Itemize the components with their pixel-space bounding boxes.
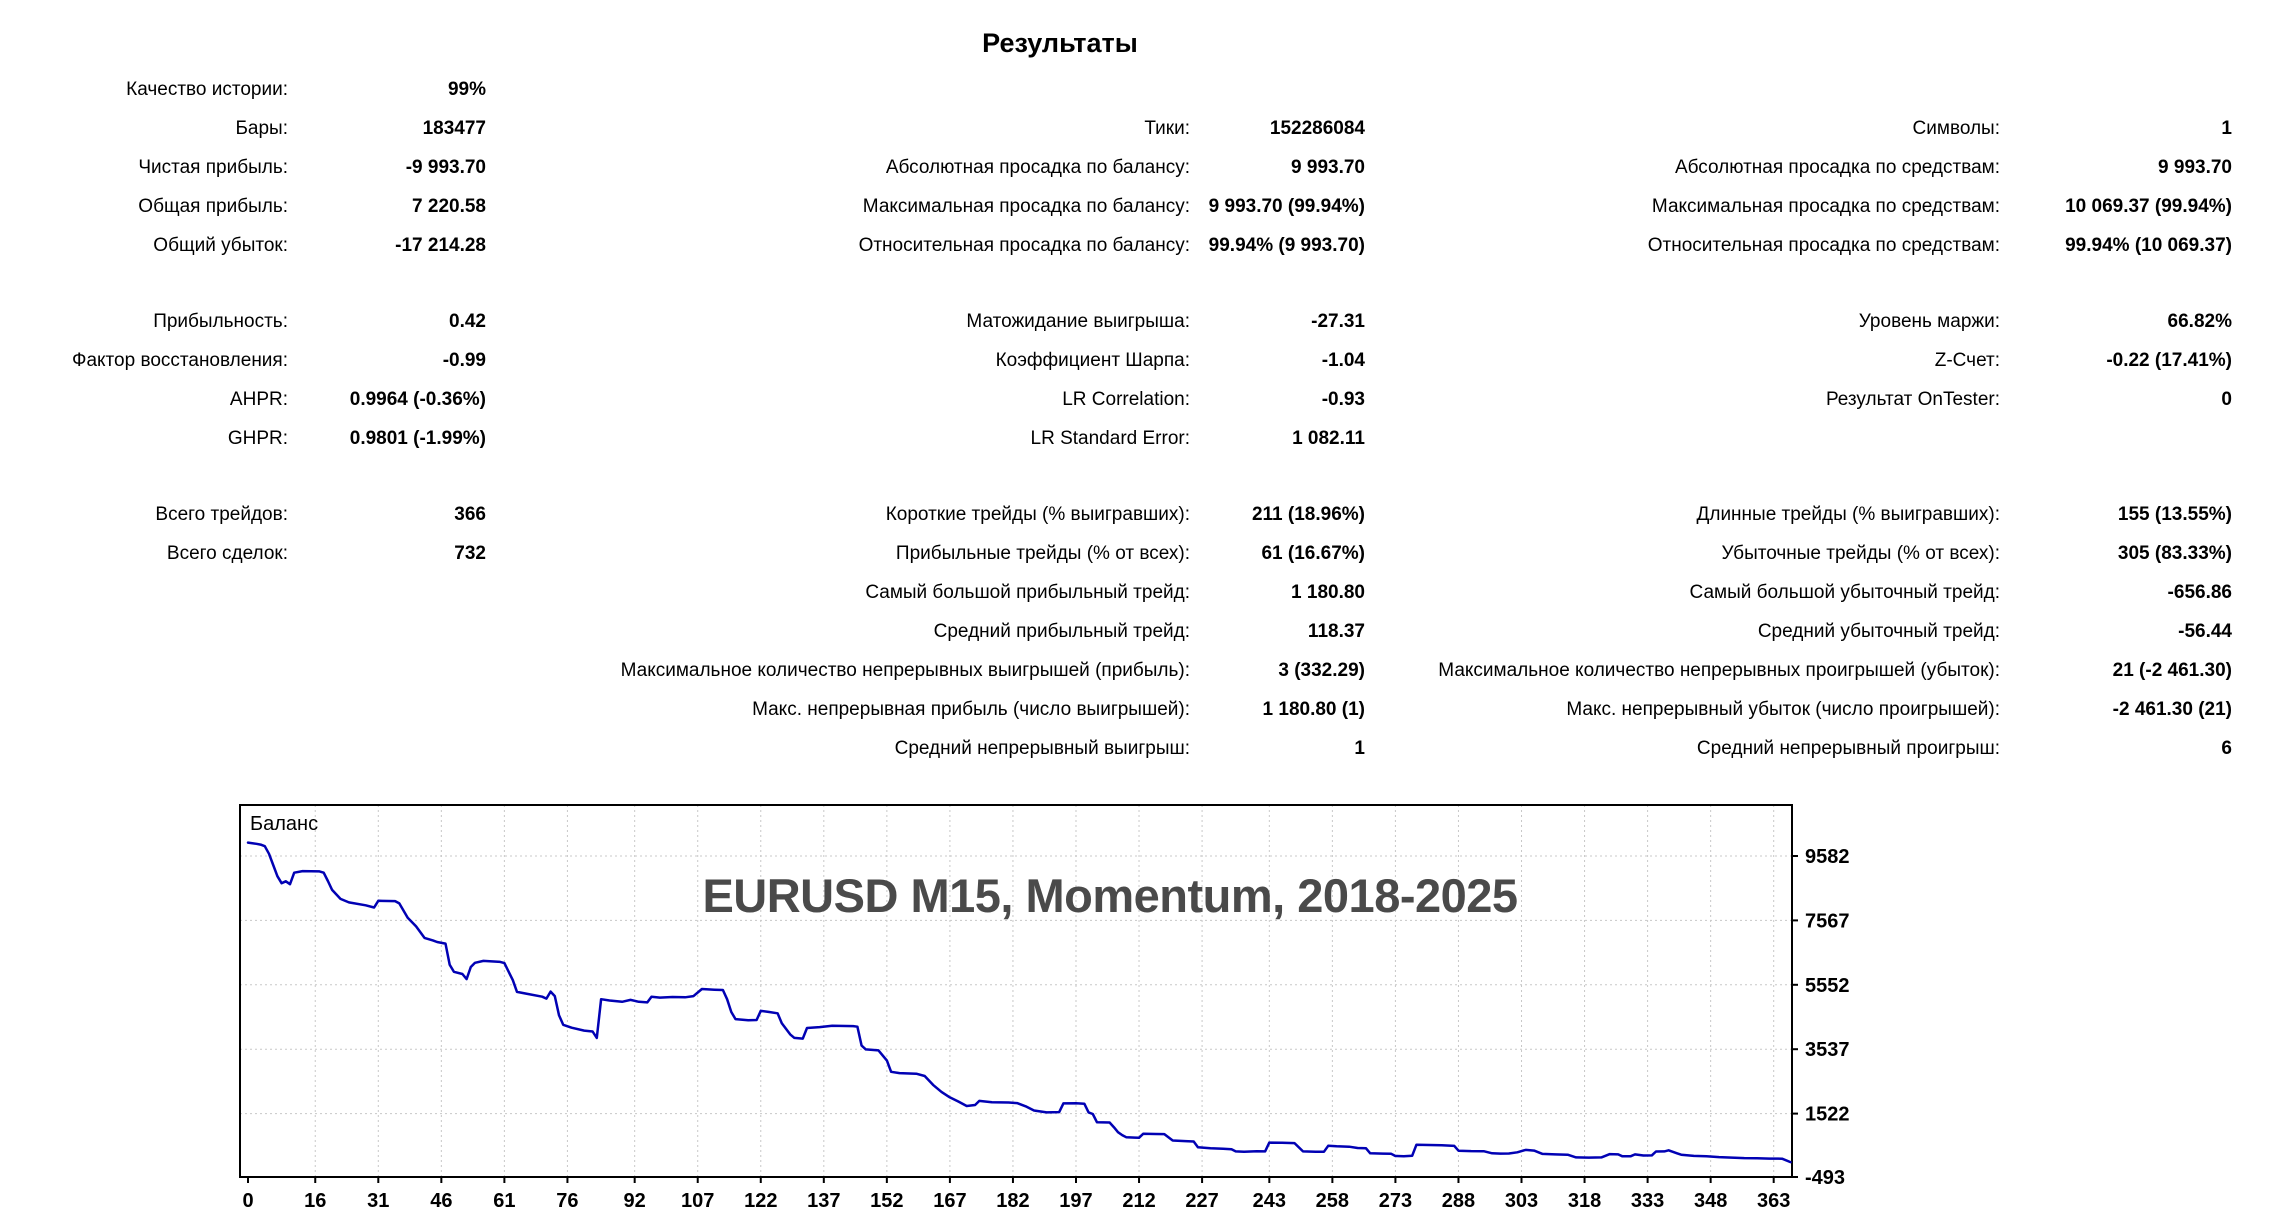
stat-label: Абсолютная просадка по средствам: bbox=[1674, 156, 2000, 178]
stat-label: Всего трейдов: bbox=[155, 503, 288, 525]
series-label: Баланс bbox=[250, 813, 319, 835]
chart-watermark-title: EURUSD M15, Momentum, 2018-2025 bbox=[702, 869, 1518, 922]
chart-frame bbox=[240, 805, 1792, 1177]
stat-label: AHPR: bbox=[229, 388, 288, 410]
x-tick-label: 273 bbox=[1378, 1190, 1413, 1212]
x-tick-label: 31 bbox=[367, 1190, 390, 1212]
stat-value: -0.93 bbox=[1321, 388, 1365, 410]
stat-label: Z-Счет: bbox=[1934, 349, 2000, 371]
stat-value: 305 (83.33%) bbox=[2117, 542, 2232, 564]
stat-label: Макс. непрерывная прибыль (число выигрышей): bbox=[752, 698, 1190, 720]
x-tick-label: 167 bbox=[933, 1190, 967, 1212]
stat-label: Короткие трейды (% выигравших): bbox=[885, 503, 1190, 525]
stat-value: -2 461.30 (21) bbox=[2112, 698, 2232, 720]
x-tick-label: 197 bbox=[1059, 1190, 1093, 1212]
stats-group-2 bbox=[0, 302, 2232, 458]
stat-value: 99% bbox=[447, 78, 486, 100]
stat-row bbox=[0, 419, 2232, 458]
stat-label: Средний непрерывный выигрыш: bbox=[894, 737, 1190, 759]
x-tick-label: 0 bbox=[242, 1190, 254, 1212]
stat-label: Средний непрерывный проигрыш: bbox=[1696, 737, 2000, 759]
stat-label: Максимальная просадка по средствам: bbox=[1651, 195, 2000, 217]
stat-row bbox=[0, 690, 2232, 729]
x-tick-label: 92 bbox=[623, 1190, 646, 1212]
stat-value: 366 bbox=[454, 503, 486, 525]
stat-row bbox=[0, 573, 2232, 612]
stat-label: Макс. непрерывный убыток (число проигрышей): bbox=[1566, 698, 2000, 720]
stat-row bbox=[0, 148, 2232, 187]
stat-label: Максимальное количество непрерывных проигрышей (убыток): bbox=[1438, 659, 2000, 681]
balance-chart bbox=[180, 790, 1900, 1220]
stat-value: 99.94% (10 069.37) bbox=[2065, 234, 2232, 256]
y-tick-label: 1522 bbox=[1805, 1103, 1850, 1126]
stat-label: Качество истории: bbox=[126, 78, 288, 100]
stat-label: Средний убыточный трейд: bbox=[1757, 620, 2000, 642]
stat-value: 21 (-2 461.30) bbox=[2112, 659, 2232, 681]
stat-label: Всего сделок: bbox=[166, 542, 288, 564]
stat-label: Длинные трейды (% выигравших): bbox=[1696, 503, 2000, 525]
stat-label: LR Standard Error: bbox=[1030, 427, 1190, 449]
x-tick-label: 227 bbox=[1185, 1190, 1219, 1212]
stat-value: 7 220.58 bbox=[412, 195, 486, 217]
stat-value: 732 bbox=[454, 542, 486, 564]
stat-value: 1 180.80 (1) bbox=[1262, 698, 1365, 720]
stat-label: Бары: bbox=[235, 117, 288, 139]
stats-group-1 bbox=[0, 70, 2232, 265]
stat-value: -9 993.70 bbox=[405, 156, 486, 178]
stat-value: 0.42 bbox=[449, 310, 486, 332]
stat-value: -27.31 bbox=[1311, 310, 1365, 332]
stat-row bbox=[0, 341, 2232, 380]
stat-label: Фактор восстановления: bbox=[72, 349, 288, 371]
stat-value: 0.9964 (-0.36%) bbox=[349, 388, 486, 410]
x-tick-label: 212 bbox=[1122, 1190, 1156, 1212]
stat-value: 0 bbox=[2221, 388, 2232, 410]
stat-value: 152286084 bbox=[1269, 117, 1365, 139]
x-tick-label: 318 bbox=[1567, 1190, 1602, 1212]
x-tick-label: 303 bbox=[1504, 1190, 1539, 1212]
stat-row bbox=[0, 187, 2232, 226]
x-tick-label: 363 bbox=[1757, 1190, 1791, 1212]
stat-value: 9 993.70 bbox=[2158, 156, 2232, 178]
stat-label: Убыточные трейды (% от всех): bbox=[1721, 542, 2000, 564]
stat-label: Результат OnTester: bbox=[1825, 388, 2000, 410]
stat-row bbox=[0, 612, 2232, 651]
x-tick-label: 288 bbox=[1441, 1190, 1476, 1212]
stat-value: 1 bbox=[1354, 737, 1365, 759]
stat-value: 9 993.70 (99.94%) bbox=[1208, 195, 1365, 217]
x-tick-label: 152 bbox=[870, 1190, 904, 1212]
stat-label: LR Correlation: bbox=[1062, 388, 1190, 410]
stat-label: GHPR: bbox=[227, 427, 288, 449]
stat-row bbox=[0, 226, 2232, 265]
y-tick-label: 9582 bbox=[1805, 846, 1850, 868]
stat-value: 0.9801 (-1.99%) bbox=[349, 427, 486, 449]
stat-value: 118.37 bbox=[1307, 620, 1365, 642]
stat-row bbox=[0, 380, 2232, 419]
x-tick-label: 46 bbox=[430, 1190, 453, 1212]
stat-label: Матожидание выигрыша: bbox=[966, 310, 1190, 332]
stat-value: 99.94% (9 993.70) bbox=[1208, 234, 1365, 256]
stat-value: -56.44 bbox=[2178, 620, 2232, 642]
stat-label: Коэффициент Шарпа: bbox=[995, 349, 1190, 371]
stat-label: Самый большой прибыльный трейд: bbox=[865, 581, 1190, 603]
stats-group-3 bbox=[0, 495, 2232, 768]
stat-label: Уровень маржи: bbox=[1858, 310, 2000, 332]
stat-label: Средний прибыльный трейд: bbox=[933, 620, 1190, 642]
stat-label: Относительная просадка по балансу: bbox=[858, 234, 1190, 256]
x-tick-label: 76 bbox=[556, 1190, 579, 1212]
x-tick-label: 333 bbox=[1630, 1190, 1665, 1212]
x-tick-label: 107 bbox=[681, 1190, 715, 1212]
stat-value: 10 069.37 (99.94%) bbox=[2065, 195, 2232, 217]
stat-row bbox=[0, 651, 2232, 690]
stat-value: 1 082.11 bbox=[1292, 427, 1365, 449]
stat-label: Прибыльность: bbox=[153, 310, 288, 332]
y-tick-label: 5552 bbox=[1805, 974, 1850, 997]
stat-label: Прибыльные трейды (% от всех): bbox=[895, 542, 1190, 564]
page-title: Результаты bbox=[982, 28, 1138, 58]
stat-value: -17 214.28 bbox=[395, 234, 486, 256]
stat-value: -0.99 bbox=[442, 349, 486, 371]
stat-value: 3 (332.29) bbox=[1278, 659, 1365, 681]
y-tick-label: -493 bbox=[1805, 1167, 1846, 1189]
x-tick-label: 243 bbox=[1252, 1190, 1287, 1212]
stat-row bbox=[0, 70, 2232, 109]
stat-label: Максимальное количество непрерывных выигрышей (прибыль): bbox=[620, 659, 1190, 681]
stat-value: 155 (13.55%) bbox=[2117, 503, 2232, 525]
stat-label: Самый большой убыточный трейд: bbox=[1689, 581, 2000, 603]
y-tick-label: 3537 bbox=[1805, 1039, 1850, 1062]
x-tick-label: 182 bbox=[996, 1190, 1030, 1212]
stat-label: Относительная просадка по средствам: bbox=[1647, 234, 2000, 256]
stat-label: Тики: bbox=[1144, 117, 1190, 139]
stat-row bbox=[0, 534, 2232, 573]
stat-value: 61 (16.67%) bbox=[1261, 542, 1365, 564]
stat-value: 1 bbox=[2221, 117, 2232, 139]
stat-value: -656.86 bbox=[2167, 581, 2232, 603]
stat-value: -0.22 (17.41%) bbox=[2106, 349, 2232, 371]
x-tick-label: 258 bbox=[1315, 1190, 1350, 1212]
stat-label: Максимальная просадка по балансу: bbox=[862, 195, 1190, 217]
stat-value: 9 993.70 bbox=[1291, 156, 1365, 178]
stat-row bbox=[0, 302, 2232, 341]
stat-label: Символы: bbox=[1912, 117, 2000, 139]
stat-value: 211 (18.96%) bbox=[1251, 503, 1365, 525]
x-tick-label: 122 bbox=[744, 1190, 778, 1212]
stat-value: 66.82% bbox=[2167, 310, 2232, 332]
stat-value: 6 bbox=[2221, 737, 2232, 759]
x-tick-label: 348 bbox=[1693, 1190, 1728, 1212]
x-tick-label: 16 bbox=[304, 1190, 327, 1212]
x-tick-label: 61 bbox=[493, 1190, 516, 1212]
x-tick-label: 137 bbox=[807, 1190, 841, 1212]
stat-value: -1.04 bbox=[1321, 349, 1365, 371]
stat-label: Общая прибыль: bbox=[138, 195, 288, 217]
stat-label: Абсолютная просадка по балансу: bbox=[885, 156, 1190, 178]
stat-value: 183477 bbox=[422, 117, 486, 139]
stat-row bbox=[0, 495, 2232, 534]
stats-table bbox=[0, 70, 2232, 768]
stat-label: Общий убыток: bbox=[153, 234, 288, 256]
stat-row bbox=[0, 109, 2232, 148]
y-tick-label: 7567 bbox=[1805, 910, 1850, 933]
stat-label: Чистая прибыль: bbox=[138, 156, 288, 178]
stat-row bbox=[0, 729, 2232, 768]
stat-value: 1 180.80 bbox=[1291, 581, 1365, 603]
